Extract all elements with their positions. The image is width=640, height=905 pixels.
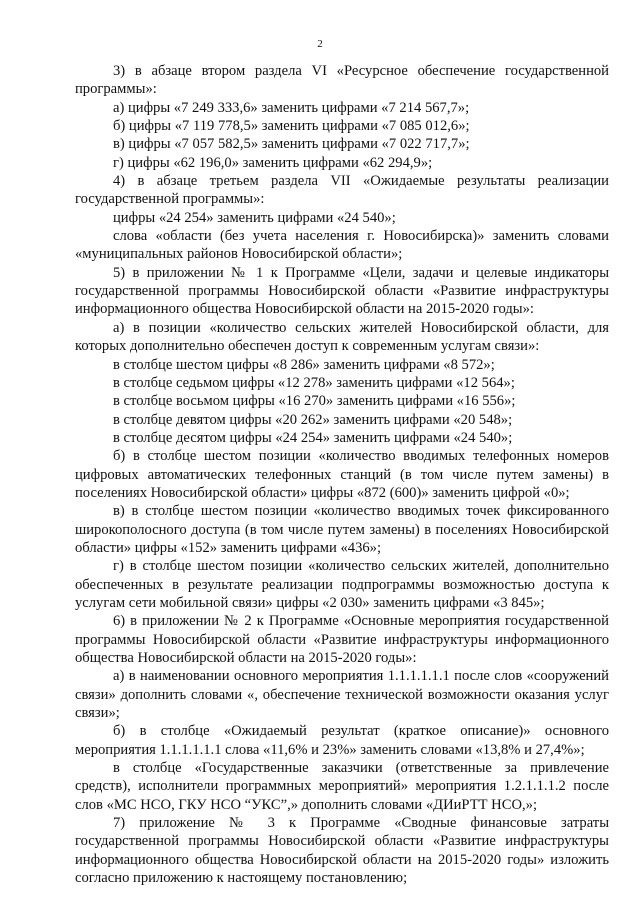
paragraph-column-10: в столбце десятом цифры «24 254» заменить цифрами «24 540»; <box>113 429 513 446</box>
paragraph-column-8: в столбце восьмом цифры «16 270» заменить цифрами «16 556»; <box>113 393 516 410</box>
paragraph-appendix-1-g: г) в столбце шестом позиции «количество сельских жителей, дополнительно обеспеченных в результате реализации подпрограммы возможностью доступа к услугам сети мобильной связи» цифры «2 030» заменить цифрами «3 845»; <box>75 558 609 611</box>
paragraph-appendix-1-intro: 5) в приложении № 1 к Программе «Цели, задачи и целевые индикаторы государственной программы Новосибирской области «Развитие инфраструктуры информационного общества Новосибирской области на 2015-2020 годы»: <box>75 264 609 318</box>
paragraph-section-7-intro: 4) в абзаце третьем раздела VII «Ожидаемые результаты реализации государственной программы»: <box>75 173 609 208</box>
paragraph-section-6-intro: 3) в абзаце втором раздела VI «Ресурсное обеспечение государственной программы»: <box>75 63 609 98</box>
page-number: 2 <box>317 38 323 50</box>
paragraph-column-9: в столбце девятом цифры «20 262» заменить цифрами «20 548»; <box>113 411 513 428</box>
paragraph-appendix-3: 7) приложение № 3 к Программе «Сводные финансовые затраты государственной программы Новосибирской области «Развитие инфраструктуры информационного общества Новосибирской области на 2015-2020 годы» изложить согласно приложению к настоящему постановлению; <box>75 815 609 887</box>
paragraph-item-g: г) цифры «62 196,0» заменить цифрами «62 294,9»; <box>113 154 433 171</box>
paragraph-appendix-1-v: в) в столбце шестом позиции «количество вводимых точек фиксированного широкополосного доступа (в том числе путем замены) в поселениях Новосибирской области» цифры «152» заменить цифрами «436»; <box>75 503 609 556</box>
paragraph-item-v: в) цифры «7 057 582,5» заменить цифрами «7 022 717,7»; <box>113 136 470 153</box>
paragraph-item-b: б) цифры «7 119 778,5» заменить цифрами «7 085 012,6»; <box>113 118 470 135</box>
paragraph-digits-replace: цифры «24 254» заменить цифрами «24 540»; <box>113 209 396 226</box>
paragraph-column-7: в столбце седьмом цифры «12 278» заменить цифрами «12 564»; <box>113 374 515 391</box>
document-body <box>75 62 609 887</box>
paragraph-appendix-1-b: б) в столбце шестом позиции «количество вводимых телефонных номеров цифровых автоматических телефонных станций (в том числе путем замены) в поселениях Новосибирской области» цифры «872 (600)» заменить цифрой «0»; <box>75 448 609 501</box>
paragraph-appendix-2-column: в столбце «Государственные заказчики (ответственные за привлечение средств), исполнители программных мероприятий» мероприятия 1.2.1.1.1.2 после слов «МС НСО, ГКУ НСО “УКС”,» дополнить словами «ДИиРТТ НСО,»; <box>75 760 609 813</box>
paragraph-appendix-2-a: а) в наименовании основного мероприятия 1.1.1.1.1.1 после слов «сооружений связи» дополнить словами «, обеспечение технической возможности оказания услуг связи»; <box>75 668 609 722</box>
paragraph-words-replace: слова «области (без учета населения г. Новосибирска)» заменить словами «муниципальных районов Новосибирской области»; <box>75 228 609 263</box>
paragraph-appendix-1-a: а) в позиции «количество сельских жителей Новосибирской области, для которых дополнительно обеспечен доступ к современным услугам связи»: <box>75 319 609 355</box>
paragraph-item-a: а) цифры «7 249 333,6» заменить цифрами «7 214 567,7»; <box>113 99 470 116</box>
paragraph-appendix-2-b: б) в столбце «Ожидаемый результат (краткое описание)» основного мероприятия 1.1.1.1.1.1 слова «11,6% и 23%» заменить словами «13,8% и 27,4%»; <box>75 723 609 758</box>
paragraph-column-6: в столбце шестом цифры «8 286» заменить цифрами «8 572»; <box>113 356 495 373</box>
paragraph-appendix-2-intro: 6) в приложении № 2 к Программе «Основные мероприятия государственной программы Новосибирской области «Развитие инфраструктуры информационного общества Новосибирской области на 2015-2020 годы»: <box>75 613 609 666</box>
